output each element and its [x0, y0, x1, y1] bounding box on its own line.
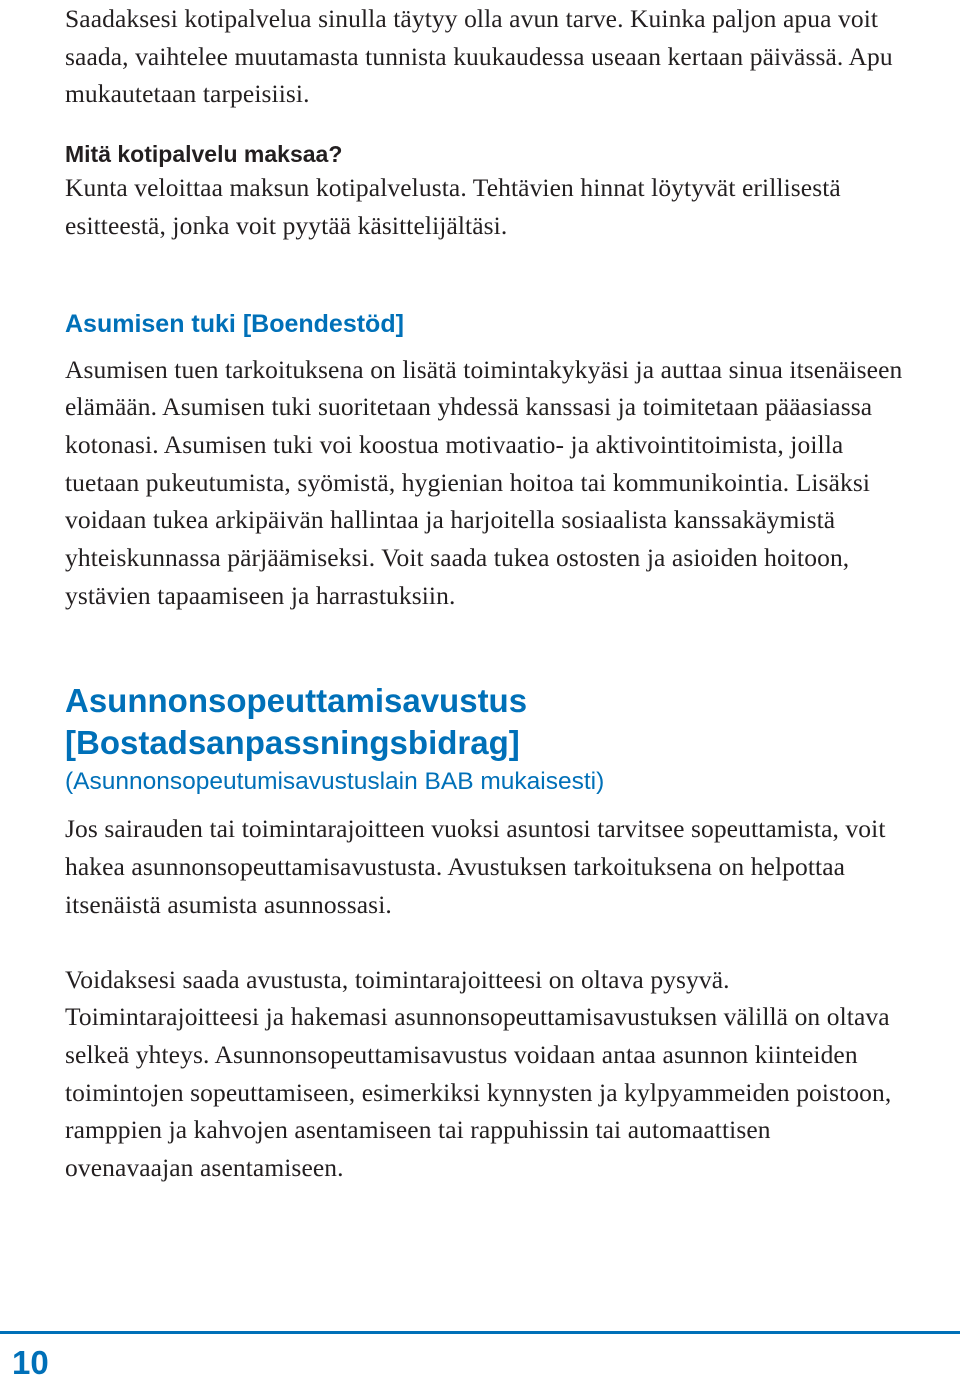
housing-support-heading: Asumisen tuki [Boendestöd] — [65, 309, 404, 338]
cost-paragraph: Kunta veloittaa maksun kotipalvelusta. Tehtävien hinnat löytyvät erillisestä esitteestä, jonka voit pyytää käsittelijältäsi. — [65, 173, 841, 240]
adaptation-grant-subheading: (Asunnonsopeutumisavustuslain BAB mukaisesti) — [65, 768, 605, 796]
footer-rule — [0, 1331, 960, 1334]
cost-heading: Mitä kotipalvelu maksaa? — [65, 141, 343, 168]
housing-support-paragraph: Asumisen tuen tarkoituksena on lisätä toimintakykyäsi ja auttaa sinua itsenäiseen elämään. Asumisen tuki suoritetaan yhdessä kanssasi ja toimitetaan pääasiassa kotonasi. Asumisen tuki voi koostua motivaatio- ja aktivointitoimista, joilla tuetaan pukeutumista, syömistä, hygienian hoitoa tai kommunikointia. Lisäksi voidaan tukea arkipäivän hallintaa ja harjoitella sosiaalista kanssakäymistä yhteiskunnassa pärjäämiseksi. Voit saada tukea ostosten ja asioiden hoitoon, ystävien tapaamiseen ja harrastuksiin. — [65, 354, 903, 610]
intro-paragraph: Saadaksesi kotipalvelua sinulla täytyy olla avun tarve. Kuinka paljon apua voit saada, vaihtelee muutamasta tunnista kuukaudessa useaan kertaan päivässä. Apu mukautetaan tarpeisiisi. — [65, 4, 893, 109]
document-page — [65, 0, 905, 1187]
page-number: 10 — [12, 1344, 49, 1381]
adaptation-grant-heading — [65, 680, 905, 764]
adaptation-grant-paragraph-2: Voidaksesi saada avustusta, toimintarajoitteesi on oltava pysyvä. Toimintarajoitteesi ja hakemasi asunnonsopeuttamisavustuksen välillä on oltava selkeä yhteys. Asunnonsopeuttamisavustus voidaan antaa asunnon kiinteiden toimintojen sopeuttamiseen, esimerkiksi kynnysten ja kylpyammeiden poistoon, ramppien ja kahvojen asentamiseen tai rappuhissin tai automaattisen ovenavaajan asentamiseen. — [65, 964, 892, 1183]
adaptation-grant-heading-line1: Asunnonsopeuttamisavustus — [65, 682, 528, 720]
adaptation-grant-paragraph-1: Jos sairauden tai toimintarajoitteen vuoksi asuntosi tarvitsee sopeuttamista, voit hakea asunnonsopeuttamisavustusta. Avustuksen tarkoituksena on helpottaa itsenäistä asumista asunnossasi. — [65, 814, 886, 919]
adaptation-grant-heading-line2: [Bostadsanpassningsbidrag] — [65, 724, 520, 762]
